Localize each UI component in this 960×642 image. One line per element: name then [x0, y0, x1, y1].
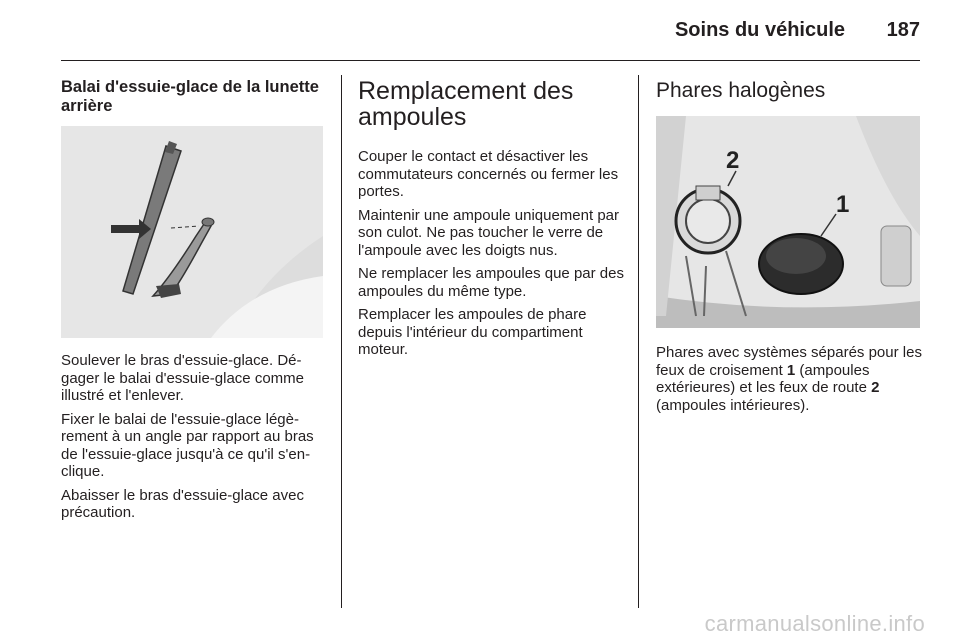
section-heading-bulb-replacement: Remplacement des ampoules: [358, 77, 574, 131]
section-heading-halogen-headlights: Phares halogènes: [656, 79, 826, 102]
figure-caption: Phares avec systèmes séparés pour les feux de croisement 1 (ampoules extérieures) et les feux de route 2 (ampoules intérieures).: [656, 344, 922, 414]
callout-ref-2: 2: [871, 379, 880, 396]
paragraph: Ne remplacer les ampoules que par des ampoules du même type.: [358, 265, 624, 300]
callout-2: 2: [726, 147, 740, 174]
running-header-title: Soins du véhicule: [674, 19, 845, 41]
paragraph: Couper le contact et désactiver les commutateurs concernés ou fermer les portes.: [358, 148, 619, 200]
paragraph: Maintenir une ampoule uniquement par son culot. Ne pas toucher le verre de l'ampoule avec les doigts nus.: [358, 206, 619, 259]
paragraph: Fixer le balai de l'essuie-glace légèrement à un angle par rapport au bras de l'essuie-glace jusqu'à ce qu'il s'enclique.: [61, 410, 314, 480]
paragraph: Remplacer les ampoules de phare depuis l'intérieur du compartiment moteur.: [358, 306, 587, 358]
page-number: 187: [886, 19, 920, 41]
column-divider-2: [638, 75, 639, 608]
callout-1: 1: [836, 191, 850, 218]
header-divider: [61, 60, 920, 61]
column-divider-1: [341, 75, 342, 608]
right-column: [656, 78, 922, 420]
halogen-headlight-illustration: [656, 116, 920, 328]
left-column: [61, 78, 327, 528]
watermark-link[interactable]: carmanualsonline.info: [704, 611, 925, 636]
paragraph: Soulever le bras d'essuie-glace. Dégager le balai d'essuie-glace comme illustré et l'enlever.: [61, 352, 304, 404]
rear-wiper-illustration: [61, 126, 323, 338]
paragraph: Abaisser le bras d'essuie-glace avec précaution.: [61, 486, 304, 521]
section-heading-rear-wiper: Balai d'essuie-glace de la lunette arrière: [61, 78, 319, 115]
middle-column: [358, 78, 626, 365]
callout-ref-1: 1: [786, 361, 796, 379]
